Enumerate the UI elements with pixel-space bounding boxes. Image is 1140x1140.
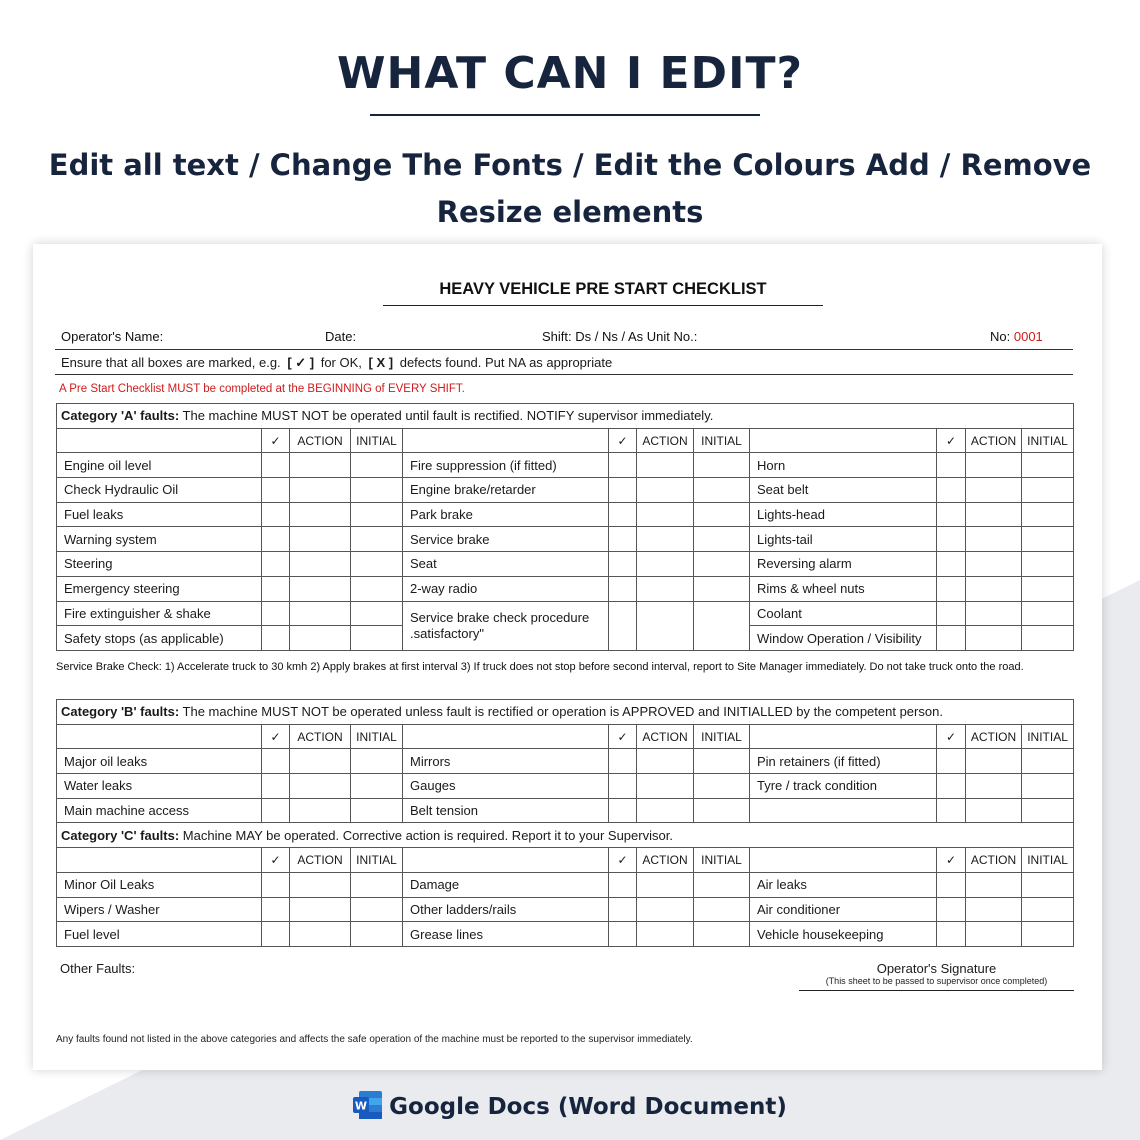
checklist-item: Fire suppression (if fitted) — [403, 453, 609, 478]
action-cell[interactable] — [290, 872, 351, 897]
action-column-header: ACTION — [966, 848, 1022, 873]
checklist-row — [57, 872, 1074, 897]
tick-checkbox[interactable] — [262, 749, 290, 774]
checklist-item: Window Operation / Visibility — [750, 626, 937, 651]
category-c-label: Category 'C' faults: — [61, 827, 180, 843]
tick-checkbox[interactable] — [937, 798, 966, 823]
tick-checkbox[interactable] — [609, 576, 637, 601]
checklist-row — [57, 576, 1074, 601]
initial-cell[interactable] — [694, 453, 750, 478]
checklist-row — [57, 502, 1074, 527]
word-icon-letter: W — [355, 1099, 368, 1113]
divider — [55, 349, 1073, 350]
tick-column-header: ✓ — [609, 724, 637, 749]
tick-checkbox[interactable] — [937, 774, 966, 799]
category-b-header — [57, 700, 1074, 725]
checklist-item: Wipers / Washer — [57, 897, 262, 922]
checklist-item: Service brake check procedure .satisfactory" — [403, 601, 609, 650]
initial-cell[interactable] — [351, 774, 403, 799]
tick-checkbox[interactable] — [609, 872, 637, 897]
action-cell[interactable] — [637, 749, 694, 774]
checklist-item: Check Hydraulic Oil — [57, 478, 262, 503]
initial-cell[interactable] — [1022, 798, 1074, 823]
signature-note: (This sheet to be passed to supervisor once completed) — [825, 976, 1048, 986]
initial-cell[interactable] — [694, 922, 750, 947]
initial-cell[interactable] — [351, 576, 403, 601]
header-blank-cell — [750, 848, 937, 873]
checklist-item: Rims & wheel nuts — [750, 576, 937, 601]
initial-cell[interactable] — [1022, 922, 1074, 947]
tick-column-header: ✓ — [609, 428, 637, 453]
action-cell[interactable] — [290, 626, 351, 651]
tick-checkbox[interactable] — [262, 872, 290, 897]
tick-checkbox[interactable] — [262, 798, 290, 823]
tick-checkbox[interactable] — [937, 453, 966, 478]
category-a-text: The machine MUST NOT be operated until fault is rectified. NOTIFY supervisor immediately. — [182, 408, 714, 424]
initial-cell[interactable] — [694, 502, 750, 527]
service-brake-note: Service Brake Check: 1) Accelerate truck to 30 kmh 2) Apply brakes at first interval 3) If truck does not stop before second interval, report to Site Manager immediately. Do not take truck onto the road. — [56, 661, 1024, 673]
category-c-header — [57, 823, 1074, 848]
checklist-item: 2-way radio — [403, 576, 609, 601]
action-cell[interactable] — [966, 453, 1022, 478]
checklist-item: Coolant — [750, 601, 937, 626]
checklist-item: Air conditioner — [750, 897, 937, 922]
tick-checkbox[interactable] — [262, 576, 290, 601]
action-cell[interactable] — [290, 576, 351, 601]
checklist-item: Other ladders/rails — [403, 897, 609, 922]
checklist-row — [57, 749, 1074, 774]
action-cell[interactable] — [966, 872, 1022, 897]
initial-column-header: INITIAL — [351, 848, 403, 873]
action-cell[interactable] — [637, 478, 694, 503]
page-subheading — [40, 142, 1100, 236]
action-cell[interactable] — [637, 527, 694, 552]
footer-note: Any faults found not listed in the above categories and affects the safe operation of the machine must be reported to the supervisor immediately. — [56, 1034, 693, 1045]
checklist-item — [750, 798, 937, 823]
tick-column-header: ✓ — [262, 428, 290, 453]
signature-label: Operator's Signature — [876, 961, 997, 976]
checklist-item: Damage — [403, 872, 609, 897]
initial-cell[interactable] — [351, 922, 403, 947]
action-cell[interactable] — [637, 453, 694, 478]
checklist-item: Safety stops (as applicable) — [57, 626, 262, 651]
action-cell[interactable] — [966, 749, 1022, 774]
format-label — [0, 1090, 1140, 1120]
tick-checkbox[interactable] — [262, 897, 290, 922]
action-column-header: ACTION — [637, 848, 694, 873]
tick-checkbox[interactable] — [262, 626, 290, 651]
tick-checkbox[interactable] — [262, 453, 290, 478]
initial-cell[interactable] — [1022, 626, 1074, 651]
cross-example: [ X ] — [368, 355, 394, 370]
action-cell[interactable] — [966, 774, 1022, 799]
action-cell[interactable] — [966, 502, 1022, 527]
subheading-line-1: Edit all text / Change The Fonts / Edit the Colours Add / Remove — [48, 148, 1092, 182]
initial-column-header: INITIAL — [351, 428, 403, 453]
action-column-header: ACTION — [637, 724, 694, 749]
initial-cell[interactable] — [694, 749, 750, 774]
checklist-row — [57, 527, 1074, 552]
header-blank-cell — [750, 724, 937, 749]
tick-checkbox[interactable] — [937, 897, 966, 922]
action-cell[interactable] — [290, 749, 351, 774]
action-column-header: ACTION — [290, 428, 351, 453]
tick-column-header: ✓ — [262, 848, 290, 873]
signature-line[interactable] — [799, 990, 1074, 991]
subheading-line-2: Resize elements — [436, 195, 704, 229]
checklist-item: Water leaks — [57, 774, 262, 799]
tick-checkbox[interactable] — [609, 774, 637, 799]
tick-checkbox[interactable] — [937, 626, 966, 651]
ensure-text-a: Ensure that all boxes are marked, e.g. — [61, 355, 281, 370]
tick-checkbox[interactable] — [937, 749, 966, 774]
category-a-header — [57, 404, 1074, 429]
initial-cell[interactable] — [351, 749, 403, 774]
action-cell[interactable] — [637, 897, 694, 922]
header-blank-cell — [750, 428, 937, 453]
tick-checkbox[interactable] — [609, 502, 637, 527]
checklist-row — [57, 897, 1074, 922]
action-cell[interactable] — [637, 872, 694, 897]
initial-column-header: INITIAL — [1022, 428, 1074, 453]
checklist-item: Air leaks — [750, 872, 937, 897]
checklist-item: Mirrors — [403, 749, 609, 774]
initial-cell[interactable] — [1022, 552, 1074, 577]
tick-checkbox[interactable] — [937, 872, 966, 897]
warning-text: A Pre Start Checklist MUST be completed at the BEGINNING of EVERY SHIFT. — [59, 383, 465, 395]
category-a-table — [56, 403, 1074, 651]
checklist-item: Pin retainers (if fitted) — [750, 749, 937, 774]
tick-checkbox[interactable] — [937, 922, 966, 947]
initial-cell[interactable] — [351, 478, 403, 503]
tick-checkbox[interactable] — [262, 552, 290, 577]
header-blank-cell — [57, 428, 262, 453]
action-cell[interactable] — [966, 798, 1022, 823]
checklist-item: Reversing alarm — [750, 552, 937, 577]
checklist-item: Vehicle housekeeping — [750, 922, 937, 947]
header-blank-cell — [403, 428, 609, 453]
heading-underline — [370, 114, 760, 116]
initial-cell[interactable] — [1022, 478, 1074, 503]
action-column-header: ACTION — [290, 724, 351, 749]
initial-cell[interactable] — [1022, 527, 1074, 552]
sheet-number-label: No: — [990, 329, 1011, 344]
checklist-item: Grease lines — [403, 922, 609, 947]
initial-column-header: INITIAL — [351, 724, 403, 749]
checklist-row — [57, 922, 1074, 947]
date-label: Date: — [325, 329, 357, 344]
word-icon — [353, 1090, 383, 1120]
divider — [55, 374, 1073, 375]
action-cell[interactable] — [637, 552, 694, 577]
checklist-item: Main machine access — [57, 798, 262, 823]
initial-column-header: INITIAL — [694, 724, 750, 749]
ensure-text-b: for OK, — [320, 355, 362, 370]
tick-column-header: ✓ — [262, 724, 290, 749]
initial-cell[interactable] — [694, 478, 750, 503]
initial-cell[interactable] — [1022, 502, 1074, 527]
checklist-item: Major oil leaks — [57, 749, 262, 774]
ensure-instruction — [61, 355, 612, 371]
checklist-row — [57, 552, 1074, 577]
action-cell[interactable] — [637, 502, 694, 527]
sheet-number-value: 0001 — [1013, 329, 1043, 344]
action-cell[interactable] — [966, 552, 1022, 577]
action-column-header: ACTION — [637, 428, 694, 453]
tick-checkbox[interactable] — [262, 478, 290, 503]
initial-cell[interactable] — [694, 897, 750, 922]
tick-example: [ ✓ ] — [287, 355, 315, 370]
action-cell[interactable] — [966, 897, 1022, 922]
tick-checkbox[interactable] — [609, 897, 637, 922]
initial-column-header: INITIAL — [694, 428, 750, 453]
checklist-item: Engine oil level — [57, 453, 262, 478]
initial-column-header: INITIAL — [694, 848, 750, 873]
tick-checkbox[interactable] — [609, 453, 637, 478]
action-cell[interactable] — [966, 576, 1022, 601]
title-underline — [383, 305, 823, 306]
tick-checkbox[interactable] — [937, 576, 966, 601]
action-cell[interactable] — [966, 626, 1022, 651]
action-cell[interactable] — [637, 576, 694, 601]
initial-cell[interactable] — [694, 552, 750, 577]
initial-cell[interactable] — [1022, 749, 1074, 774]
tick-checkbox[interactable] — [937, 502, 966, 527]
action-cell[interactable] — [966, 527, 1022, 552]
action-column-header: ACTION — [966, 724, 1022, 749]
header-blank-cell — [57, 848, 262, 873]
tick-checkbox[interactable] — [262, 774, 290, 799]
initial-cell[interactable] — [1022, 576, 1074, 601]
initial-cell[interactable] — [1022, 774, 1074, 799]
tick-checkbox[interactable] — [609, 527, 637, 552]
checklist-document — [33, 244, 1102, 1070]
action-cell[interactable] — [290, 922, 351, 947]
initial-cell[interactable] — [694, 527, 750, 552]
checklist-item: Seat belt — [750, 478, 937, 503]
checklist-row — [57, 601, 1074, 626]
document-title: HEAVY VEHICLE PRE START CHECKLIST — [439, 280, 767, 298]
sheet-number — [990, 329, 1043, 344]
initial-cell[interactable] — [351, 502, 403, 527]
checklist-item: Horn — [750, 453, 937, 478]
action-column-header: ACTION — [290, 848, 351, 873]
initial-cell[interactable] — [351, 453, 403, 478]
checklist-item: Fire extinguisher & shake — [57, 601, 262, 626]
checklist-row — [57, 774, 1074, 799]
tick-column-header: ✓ — [937, 428, 966, 453]
action-cell[interactable] — [637, 798, 694, 823]
tick-checkbox[interactable] — [262, 527, 290, 552]
tick-column-header: ✓ — [937, 848, 966, 873]
tick-checkbox[interactable] — [937, 527, 966, 552]
initial-cell[interactable] — [694, 601, 750, 650]
category-b-label: Category 'B' faults: — [61, 704, 180, 720]
checklist-item: Fuel level — [57, 922, 262, 947]
action-cell[interactable] — [290, 552, 351, 577]
initial-cell[interactable] — [351, 552, 403, 577]
checklist-item: Warning system — [57, 527, 262, 552]
action-cell[interactable] — [966, 922, 1022, 947]
action-cell[interactable] — [290, 601, 351, 626]
initial-cell[interactable] — [1022, 453, 1074, 478]
initial-cell[interactable] — [351, 601, 403, 626]
tick-checkbox[interactable] — [609, 478, 637, 503]
operator-name-label: Operator's Name: — [61, 329, 164, 344]
checklist-row — [57, 478, 1074, 503]
checklist-item: Belt tension — [403, 798, 609, 823]
tick-checkbox[interactable] — [937, 552, 966, 577]
initial-cell[interactable] — [351, 897, 403, 922]
action-cell[interactable] — [290, 453, 351, 478]
header-blank-cell — [403, 848, 609, 873]
initial-cell[interactable] — [351, 798, 403, 823]
initial-cell[interactable] — [1022, 897, 1074, 922]
initial-cell[interactable] — [694, 774, 750, 799]
checklist-item: Tyre / track condition — [750, 774, 937, 799]
action-cell[interactable] — [290, 478, 351, 503]
initial-cell[interactable] — [1022, 601, 1074, 626]
action-cell[interactable] — [966, 601, 1022, 626]
checklist-row — [57, 798, 1074, 823]
checklist-item: Lights-head — [750, 502, 937, 527]
tick-checkbox[interactable] — [609, 798, 637, 823]
initial-cell[interactable] — [351, 527, 403, 552]
checklist-item: Steering — [57, 552, 262, 577]
tick-checkbox[interactable] — [609, 552, 637, 577]
checklist-item: Engine brake/retarder — [403, 478, 609, 503]
tick-column-header: ✓ — [609, 848, 637, 873]
tick-checkbox[interactable] — [262, 601, 290, 626]
initial-cell[interactable] — [351, 626, 403, 651]
initial-cell[interactable] — [351, 872, 403, 897]
tick-checkbox[interactable] — [937, 478, 966, 503]
other-faults-label: Other Faults: — [60, 961, 136, 976]
header-blank-cell — [403, 724, 609, 749]
category-a-label: Category 'A' faults: — [61, 408, 180, 424]
action-cell[interactable] — [637, 774, 694, 799]
checklist-item: Emergency steering — [57, 576, 262, 601]
initial-column-header: INITIAL — [1022, 724, 1074, 749]
tick-checkbox[interactable] — [609, 749, 637, 774]
category-bc-table — [56, 699, 1074, 947]
ensure-text-c: defects found. Put NA as appropriate — [399, 355, 613, 370]
header-blank-cell — [57, 724, 262, 749]
tick-checkbox[interactable] — [609, 601, 637, 650]
tick-checkbox[interactable] — [609, 922, 637, 947]
checklist-item: Seat — [403, 552, 609, 577]
action-cell[interactable] — [290, 798, 351, 823]
action-column-header: ACTION — [966, 428, 1022, 453]
tick-checkbox[interactable] — [937, 601, 966, 626]
checklist-item: Lights-tail — [750, 527, 937, 552]
format-label-text: Google Docs (Word Document) — [389, 1094, 787, 1120]
checklist-item: Gauges — [403, 774, 609, 799]
action-cell[interactable] — [290, 527, 351, 552]
initial-cell[interactable] — [694, 576, 750, 601]
action-cell[interactable] — [637, 922, 694, 947]
category-c-text: Machine MAY be operated. Corrective action is required. Report it to your Supervisor. — [182, 827, 673, 843]
page-heading: WHAT CAN I EDIT? — [337, 48, 803, 99]
checklist-item: Park brake — [403, 502, 609, 527]
action-cell[interactable] — [290, 502, 351, 527]
category-b-text: The machine MUST NOT be operated unless fault is rectified or operation is APPROVED and INITIALLED by the competent person. — [182, 704, 943, 720]
tick-column-header: ✓ — [937, 724, 966, 749]
checklist-item: Service brake — [403, 527, 609, 552]
action-cell[interactable] — [290, 774, 351, 799]
action-cell[interactable] — [290, 897, 351, 922]
tick-checkbox[interactable] — [262, 502, 290, 527]
checklist-item: Minor Oil Leaks — [57, 872, 262, 897]
action-cell[interactable] — [637, 601, 694, 650]
initial-cell[interactable] — [694, 872, 750, 897]
initial-column-header: INITIAL — [1022, 848, 1074, 873]
checklist-item: Fuel leaks — [57, 502, 262, 527]
checklist-row — [57, 453, 1074, 478]
tick-checkbox[interactable] — [262, 922, 290, 947]
action-cell[interactable] — [966, 478, 1022, 503]
initial-cell[interactable] — [1022, 872, 1074, 897]
shift-label: Shift: Ds / Ns / As Unit No.: — [542, 329, 698, 344]
initial-cell[interactable] — [694, 798, 750, 823]
